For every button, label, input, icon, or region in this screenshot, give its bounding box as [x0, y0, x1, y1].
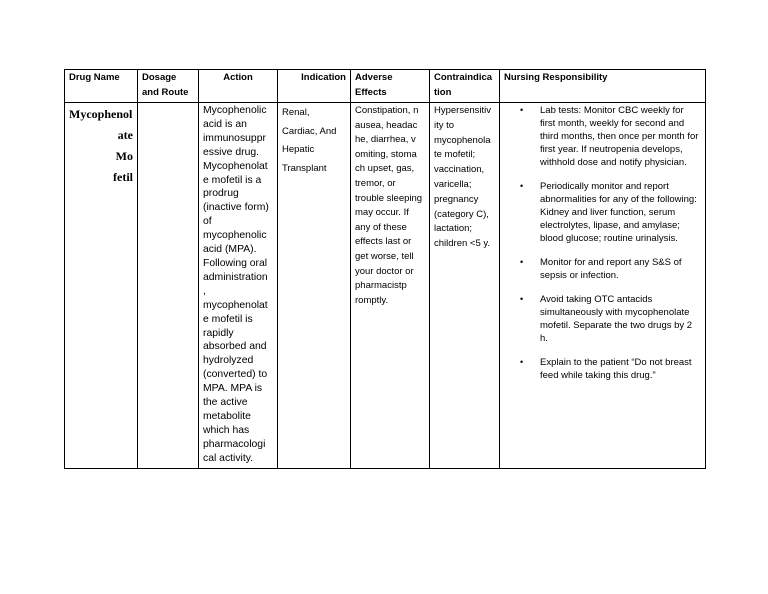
adverse-effects-cell: Constipation, n ausea, headac he, diarrhea, v omiting, stoma ch upset, gas, tremor, or trouble sleeping may occur. If any of these effects last or get worse, tell your doctor or pharmacistp romptly.: [351, 103, 430, 469]
header-action: Action: [199, 70, 278, 103]
contraindication-cell: Hypersensitiv ity to mycophenola te mofetil; vaccination, varicella; pregnancy (category C), lactation; children <5 y.: [430, 103, 500, 469]
drug-name-part: ate: [117, 128, 133, 142]
header-contraindication: Contraindica tion: [430, 70, 500, 103]
table-row: [65, 103, 706, 469]
list-item: • Monitor for and report any S&S of sepsis or infection.: [504, 256, 701, 282]
nursing-cell: [500, 103, 706, 469]
list-item: • Avoid taking OTC antacids simultaneously with mycophenolate mofetil. Separate the two drugs by 2 h.: [504, 293, 701, 345]
drug-name-cell: [65, 103, 138, 469]
nursing-list: [504, 104, 701, 382]
list-item: • Lab tests: Monitor CBC weekly for first month, weekly for second and third months, then once per month for first year. If neutropenia develops, withhold dose and notify physician.: [504, 104, 701, 169]
header-drug-name: Drug Name: [65, 70, 138, 103]
drug-name-part: Mo: [115, 149, 133, 163]
drug-name-part: fetil: [113, 170, 133, 184]
dosage-cell: [138, 103, 199, 469]
drug-name-part: Mycophenol: [69, 107, 133, 121]
header-nursing-responsibility: Nursing Responsibility: [500, 70, 706, 103]
header-row: [65, 70, 706, 103]
list-item: • Periodically monitor and report abnormalities for any of the following: Kidney and liver function, serum electrolytes, lipase, and amylase; blood glucose; routine urinalysis.: [504, 180, 701, 245]
indication-cell: Renal, Cardiac, And Hepatic Transplant: [278, 103, 351, 469]
list-item: • Explain to the patient “Do not breast feed while taking this drug.”: [504, 356, 701, 382]
action-cell: Mycophenolic acid is an immunosuppr essive drug. Mycophenolat e mofetil is a prodrug (inactive form) of mycophenolic acid (MPA). Following oral administration , mycophenolat e mofetil is rapidly absorbed and hydrolyzed (converted) to MPA. MPA is the active metabolite which has pharmacologi cal activity.: [199, 103, 278, 469]
header-adverse-effects: Adverse Effects: [351, 70, 430, 103]
drug-study-table: [64, 69, 706, 469]
header-dosage-route: Dosage and Route: [138, 70, 199, 103]
header-indication: Indication: [278, 70, 351, 103]
